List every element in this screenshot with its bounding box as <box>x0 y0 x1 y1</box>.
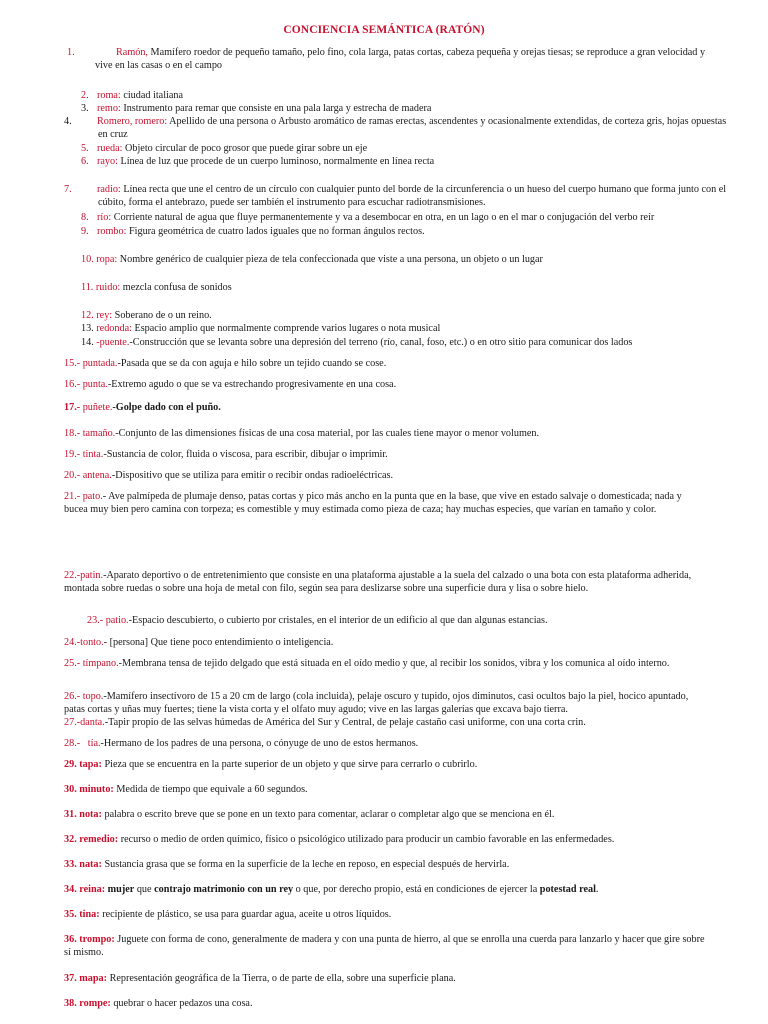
list-item: 17.- puñete.-Golpe dado con el puño. <box>64 402 221 413</box>
list-item: 38. rompe: quebrar o hacer pedazos una cosa. <box>64 998 253 1009</box>
list-item: 24.-tonto.- [persona] Que tiene poco entendimiento o inteligencia. <box>64 637 334 648</box>
list-item: 30. minuto: Medida de tiempo que equivale a 60 segundos. <box>64 784 308 795</box>
list-item: 36. trompo: Juguete con forma de cono, generalmente de madera y con una punta de hierro, al que se enrolla una cuerda para lanzarlo y hacer que gire sobre sí mismo. <box>64 934 705 959</box>
list-item: 25.- tímpano.-Membrana tensa de tejido delgado que está situada en el oído medio y que, al recibir los sonidos, vibra y los comunica al oído interno. <box>64 658 670 669</box>
document-title: CONCIENCIA SEMÁNTICA (RATÓN) <box>283 24 485 36</box>
list-item: 29. tapa: Pieza que se encuentra en la parte superior de un objeto y que sirve para cerrarlo o cubrirlo. <box>64 759 478 770</box>
list-item: 5. rueda: Objeto circular de poco grosor que puede girar sobre un eje <box>81 143 368 154</box>
list-item: 8. río: Corriente natural de agua que fluye permanentemente y va a desembocar en otra, en un lago o en el mar o conjugación del verbo reír <box>81 212 655 223</box>
list-item: 10. ropa: Nombre genérico de cualquier pieza de tela confeccionada que viste a una persona, un objeto o un lugar <box>81 254 543 265</box>
list-item: 12. rey: Soberano de o un reino. <box>81 310 212 321</box>
list-item: 7. radio: Línea recta que une el centro de un círculo con cualquier punto del borde de la circunferencia o un hueso del cuerpo humano que forma junto con el cúbito, forma el antebrazo, puede ser también el instrumento para escuchar radiotransmisiones. <box>64 184 727 209</box>
list-item: 22.-patin.-Aparato deportivo o de entretenimiento que consiste en una plataforma ajustable a la suela del calzado o una bota con esta plataforma adherida, montada sobre ruedas o sobre una hoja de metal con filo, según sea para deslizarse sobre una superficie dura y lisa o sobre hielo. <box>64 570 692 595</box>
list-item: 6. rayo: Línea de luz que procede de un cuerpo luminoso, normalmente en línea recta <box>81 156 435 167</box>
list-item: 27.-danta.-Tapir propio de las selvas húmedas de América del Sur y Central, de pelaje castaño casi uniforme, con una corta crin. <box>64 717 586 728</box>
list-item: 19.- tinta.-Sustancia de color, fluida o viscosa, para escribir, dibujar o imprimir. <box>64 449 388 460</box>
list-item: 34. reina: mujer que contrajo matrimonio con un rey o que, por derecho propio, está en condiciones de ejercer la potestad real. <box>64 884 599 895</box>
list-item: 31. nota: palabra o escrito breve que se pone en un texto para comentar, aclarar o completar algo que se menciona en él. <box>64 809 555 820</box>
list-item: 26.- topo.-Mamífero insectívoro de 15 a 20 cm de largo (cola incluida), pelaje oscuro y tupido, ojos diminutos, casi ocultos bajo la piel, hocico apuntado, patas cortas y uñas muy fuertes; tiene la vista corta y el olfato muy agudo; vive en las largas galerías que excava bajo tierra. <box>64 691 689 716</box>
list-item: 14. -puente.-Construcción que se levanta sobre una depresión del terreno (río, canal, foso, etc.) o en otro sitio para comunicar dos lados <box>81 337 633 348</box>
list-item: 1. Ramón, Mamífero roedor de pequeño tamaño, pelo fino, cola larga, patas cortas, cabeza pequeña y orejas tiesas; se reproduce a gran velocidad y vive en las casas o en el campo <box>67 47 706 72</box>
list-item: 16.- punta.-Extremo agudo o que se va estrechando progresivamente en una cosa. <box>64 379 397 390</box>
list-item: 11. ruido: mezcla confusa de sonidos <box>81 282 232 293</box>
list-item: 3. remo: Instrumento para remar que consiste en una pala larga y estrecha de madera <box>81 103 432 114</box>
list-item: 20.- antena.-Dispositivo que se utiliza para emitir o recibir ondas radioeléctricas. <box>64 470 394 481</box>
list-item: 23.- patio.-Espacio descubierto, o cubierto por cristales, en el interior de un edificio al que dan algunas estancias. <box>87 615 548 626</box>
list-item: 32. remedio: recurso o medio de orden químico, físico o psicológico utilizado para producir un cambio favorable en las enfermedades. <box>64 834 615 845</box>
list-item: 15.- puntada.-Pasada que se da con aguja e hilo sobre un tejido cuando se cose. <box>64 358 387 369</box>
list-item: 28.- tía.-Hermano de los padres de una persona, o cónyuge de uno de estos hermanos. <box>64 738 419 749</box>
list-item: 2. roma: ciudad italiana <box>81 90 183 101</box>
list-item: 21.- pato.- Ave palmípeda de plumaje denso, patas cortas y pico más ancho en la punta que en la base, que vive en estado salvaje o domesticada; nada y bucea muy bien pero camina con torpeza; es comestible y muy estimada como pieza de caza; hay muchas especies, que varían en tamaño y color. <box>64 491 682 516</box>
list-item: 18.- tamaño.-Conjunto de las dimensiones físicas de una cosa material, por las cuales tiene mayor o menor volumen. <box>64 428 540 439</box>
list-item: 9. rombo: Figura geométrica de cuatro lados iguales que no forman ángulos rectos. <box>81 226 425 237</box>
list-item: 37. mapa: Representación geográfica de la Tierra, o de parte de ella, sobre una superficie plana. <box>64 973 456 984</box>
list-item: 4. Romero, romero: Apellido de una persona o Arbusto aromático de ramas erectas, ascendentes y ocasionalmente extendidas, de corteza gris, hojas opuestas en cruz <box>64 116 727 141</box>
list-item: 33. nata: Sustancia grasa que se forma en la superficie de la leche en reposo, en especial después de hervirla. <box>64 859 510 870</box>
list-item: 13. redonda: Espacio amplio que normalmente comprende varios lugares o nota musical <box>81 323 441 334</box>
list-item: 35. tina: recipiente de plástico, se usa para guardar agua, aceite u otros líquidos. <box>64 909 392 920</box>
